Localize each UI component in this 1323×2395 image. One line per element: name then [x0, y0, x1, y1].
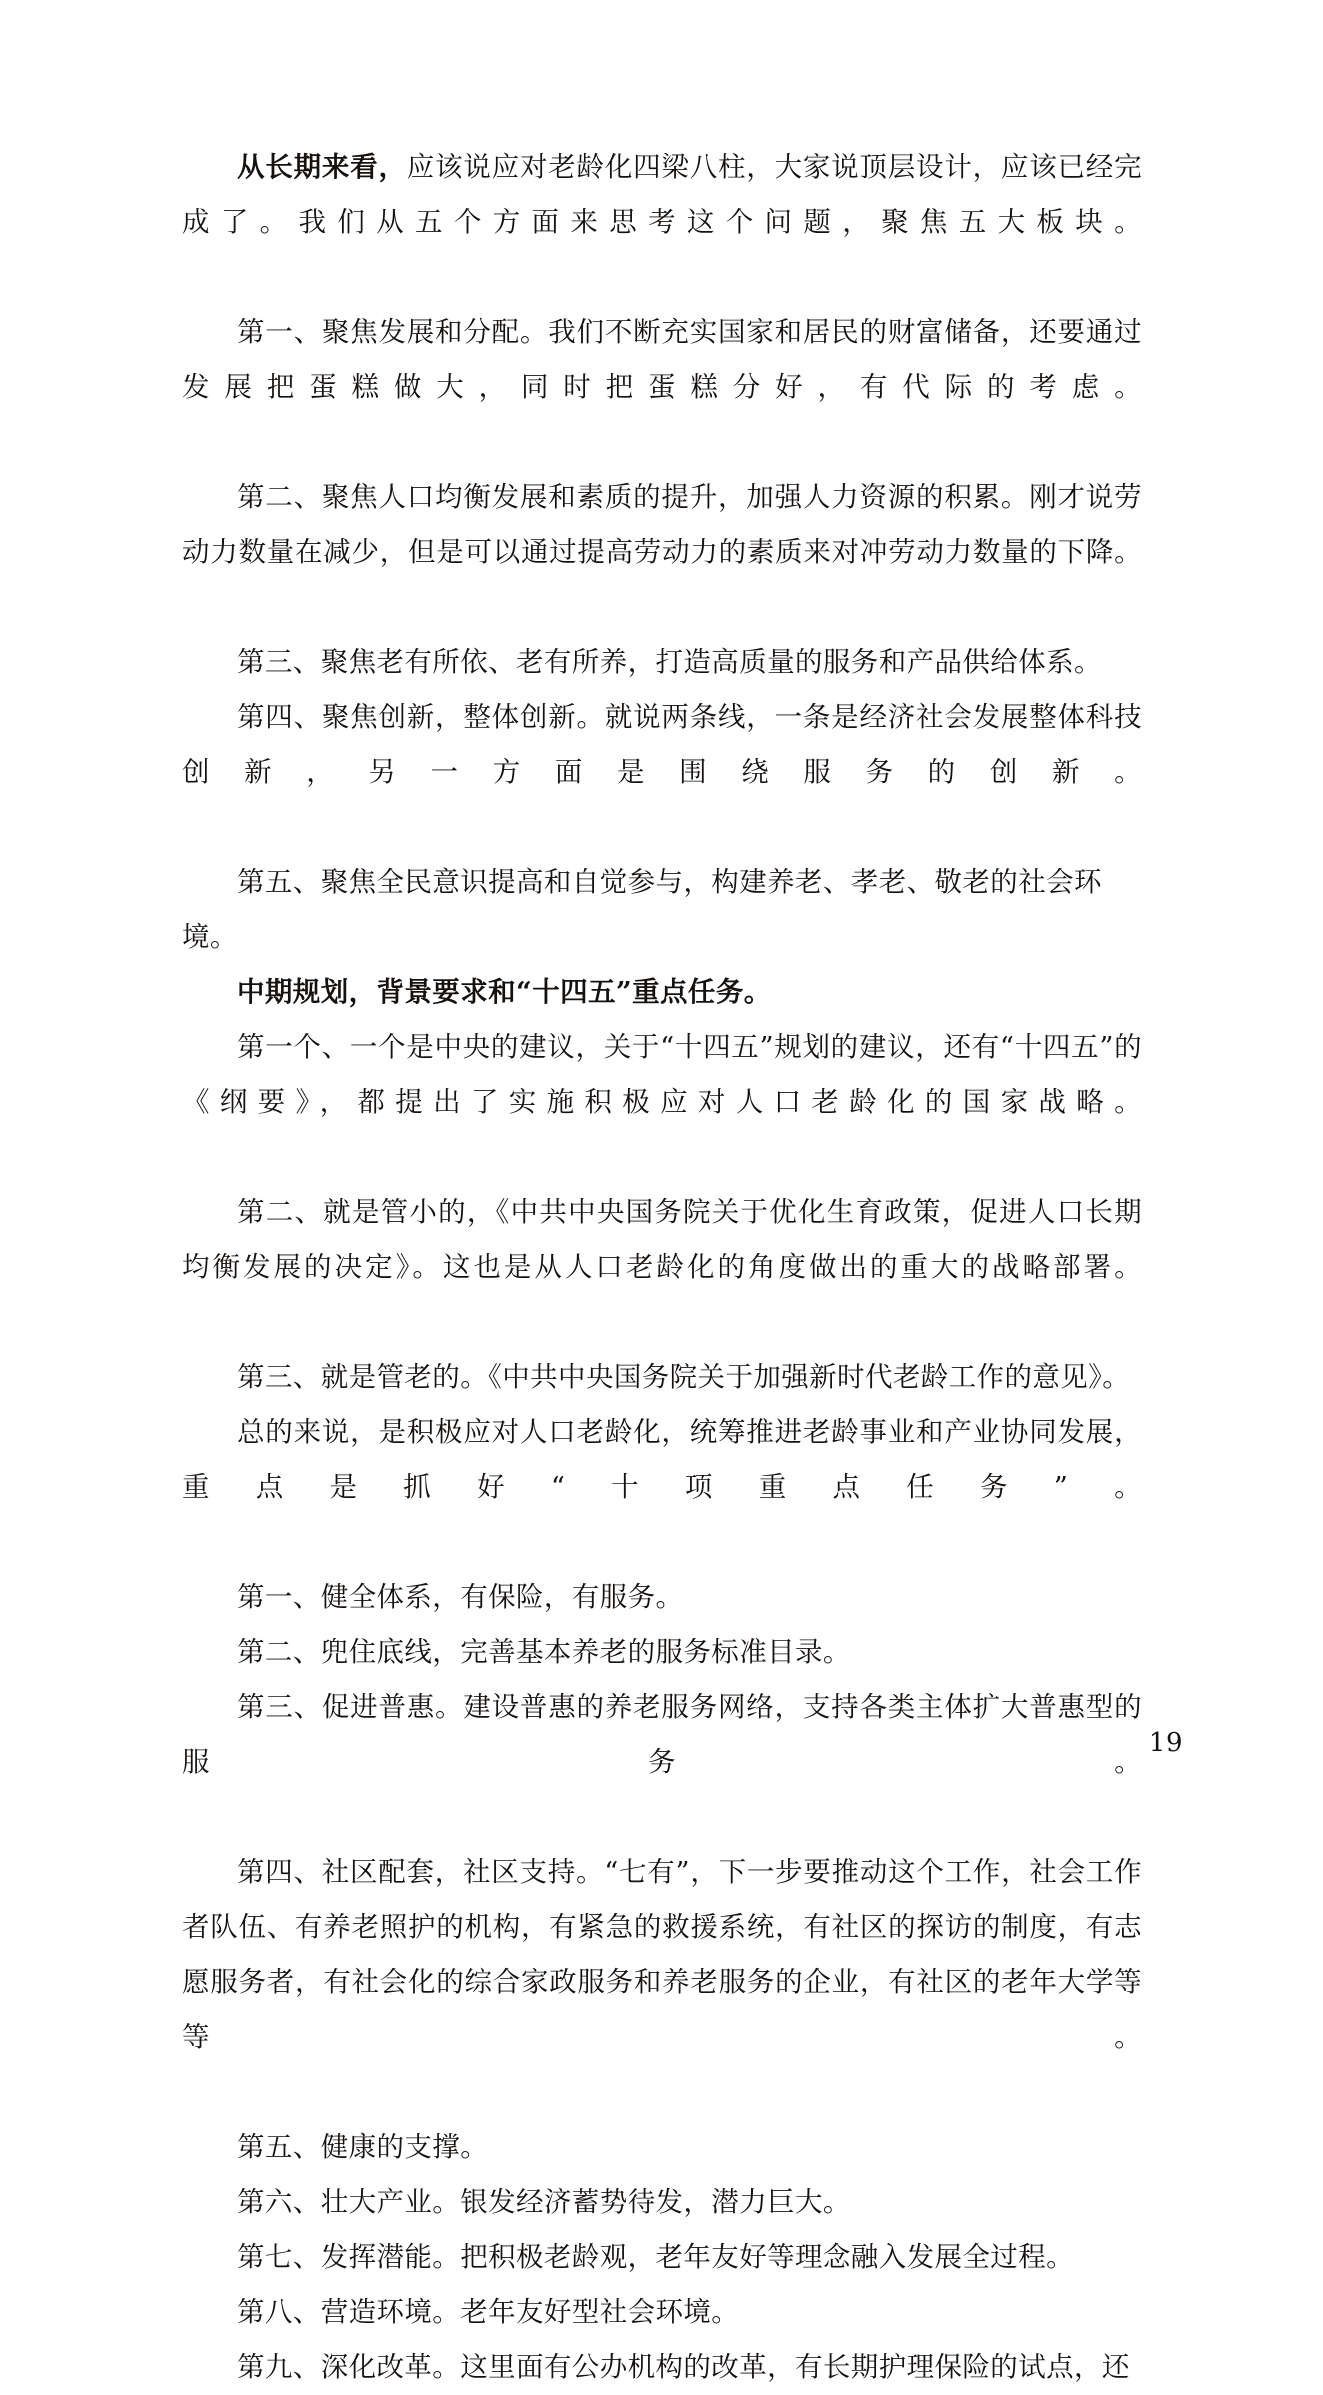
paragraph-6-text: 第五、聚焦全民意识提高和自觉参与，构建养老、孝老、敬老的社会环境。 [182, 866, 1102, 953]
paragraph-2 [182, 305, 1142, 470]
paragraph-11 [182, 1405, 1142, 1570]
page-number: 19 [1148, 1728, 1183, 1758]
paragraph-9-text: 第二、就是管小的，《中共中央国务院关于优化生育政策，促进人口长期均衡发展的决定》。这也是从人口老龄化的角度做出的重大的战略部署。 [182, 1196, 1142, 1283]
paragraph-2-text: 第一、聚焦发展和分配。我们不断充实国家和居民的财富储备，还要通过发展把蛋糕做大，同时把蛋糕分好，有代际的考虑。 [182, 316, 1142, 403]
paragraph-12 [182, 1570, 1142, 1625]
paragraph-13-text: 第二、兜住底线，完善基本养老的服务标准目录。 [237, 1636, 851, 1668]
paragraph-7-text: 中期规划，背景要求和“十四五”重点任务。 [237, 976, 772, 1008]
paragraph-11-text: 总的来说，是积极应对人口老龄化，统筹推进老龄事业和产业协同发展，重点是抓好“十项重点任务”。 [182, 1416, 1142, 1503]
paragraph-7-heading [182, 965, 1142, 1020]
paragraph-19-text: 第八、营造环境。老年友好型社会环境。 [237, 2296, 740, 2328]
paragraph-3-text: 第二、聚焦人口均衡发展和素质的提升，加强人力资源的积累。刚才说劳动力数量在减少，但是可以通过提高劳动力的素质来对冲劳动力数量的下降。 [182, 481, 1142, 568]
paragraph-8 [182, 1020, 1142, 1185]
paragraph-20-text: 第九、深化改革。这里面有公办机构的改革，有长期护理保险的试点，还 [237, 2351, 1130, 2383]
paragraph-10-text: 第三、就是管老的。《中共中央国务院关于加强新时代老龄工作的意见》。 [237, 1361, 1131, 1393]
paragraph-1-text: 应该说应对老龄化四梁八柱，大家说顶层设计，应该已经完成了。我们从五个方面来思考这个问题，聚焦五大板块。 [182, 151, 1142, 238]
paragraph-9 [182, 1185, 1142, 1350]
paragraph-15-text: 第四、社区配套，社区支持。“七有”，下一步要推动这个工作，社会工作者队伍、有养老照护的机构，有紧急的救援系统，有社区的探访的制度，有志愿服务者，有社会化的综合家政服务和养老服务的企业，有社区的老年大学等等。 [182, 1856, 1142, 2053]
paragraph-16-text: 第五、健康的支撑。 [237, 2131, 489, 2163]
paragraph-12-text: 第一、健全体系，有保险，有服务。 [237, 1581, 684, 1613]
paragraph-6 [182, 855, 1142, 965]
paragraph-18 [182, 2230, 1142, 2285]
paragraph-15 [182, 1845, 1142, 2120]
paragraph-20 [182, 2340, 1142, 2395]
paragraph-4-text: 第三、聚焦老有所依、老有所养，打造高质量的服务和产品供给体系。 [237, 646, 1102, 678]
paragraph-13 [182, 1625, 1142, 1680]
paragraph-5-text: 第四、聚焦创新，整体创新。就说两条线，一条是经济社会发展整体科技创新，另一方面是围绕服务的创新。 [182, 701, 1142, 788]
paragraph-5 [182, 690, 1142, 855]
paragraph-16 [182, 2120, 1142, 2175]
paragraph-18-text: 第七、发挥潜能。把积极老龄观，老年友好等理念融入发展全过程。 [237, 2241, 1074, 2273]
paragraph-10 [182, 1350, 1142, 1405]
paragraph-4 [182, 635, 1142, 690]
paragraph-8-text: 第一个、一个是中央的建议，关于“十四五”规划的建议，还有“十四五”的《纲要》，都提出了实施积极应对人口老龄化的国家战略。 [182, 1031, 1142, 1118]
paragraph-1 [182, 140, 1142, 305]
page-body-text [182, 140, 1142, 2395]
paragraph-3 [182, 470, 1142, 635]
paragraph-1-bold-lead: 从长期来看， [237, 151, 407, 183]
paragraph-14-text: 第三、促进普惠。建设普惠的养老服务网络，支持各类主体扩大普惠型的服务。 [182, 1691, 1142, 1778]
paragraph-19 [182, 2285, 1142, 2340]
paragraph-17 [182, 2175, 1142, 2230]
paragraph-17-text: 第六、壮大产业。银发经济蓄势待发，潜力巨大。 [237, 2186, 851, 2218]
paragraph-14 [182, 1680, 1142, 1845]
